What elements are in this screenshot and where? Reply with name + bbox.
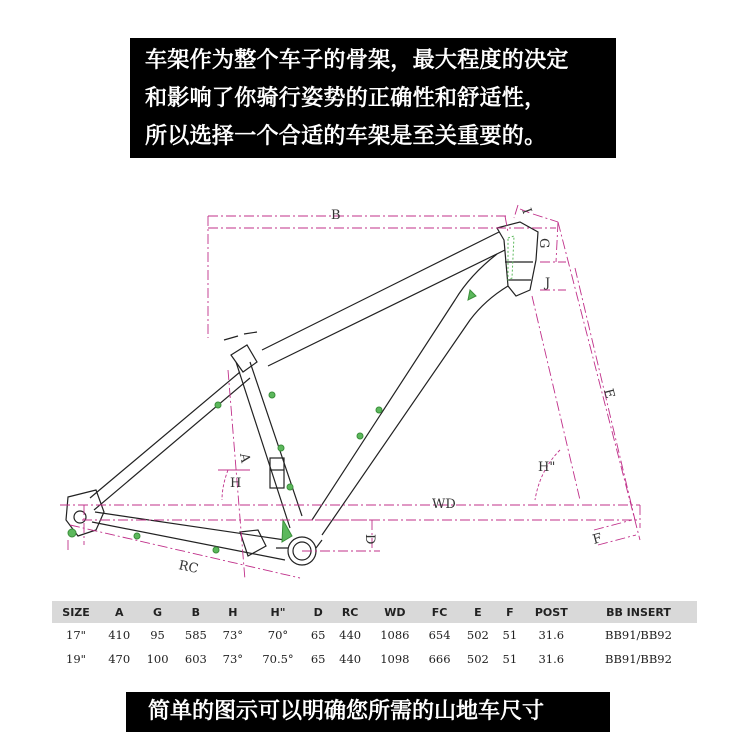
col-f: F [497, 601, 523, 623]
cell-h-double: 70.5° [262, 652, 294, 666]
seat-stays [90, 372, 250, 510]
cell-size: 17" [66, 628, 86, 642]
geometry-table [52, 601, 697, 671]
cell-e: 502 [466, 652, 489, 666]
label-h: H [230, 476, 242, 491]
label-a: A [236, 452, 253, 464]
col-a: A [100, 601, 138, 623]
label-e: E [600, 387, 618, 401]
col-wd: WD [369, 601, 420, 623]
col-e: E [459, 601, 497, 623]
cell-e: 502 [466, 628, 489, 642]
col-d: D [305, 601, 331, 623]
col-b: B [177, 601, 215, 623]
label-d: D [362, 534, 377, 545]
cell-wd: 1086 [380, 628, 410, 642]
table-row [52, 623, 697, 647]
table-row [52, 647, 697, 671]
cell-g: 95 [150, 628, 165, 642]
cell-rc: 440 [339, 628, 362, 642]
label-b: B [331, 208, 341, 223]
head-tube [497, 222, 538, 296]
label-j: J [545, 276, 551, 291]
col-post: POST [523, 601, 580, 623]
cell-d: 65 [310, 628, 326, 642]
label-rc: RC [177, 558, 200, 578]
dimension-labels [177, 206, 617, 577]
col-size: SIZE [52, 601, 100, 623]
bottom-banner: 简单的图示可以明确您所需的山地车尺寸 [126, 692, 610, 732]
frame-outline [66, 222, 538, 565]
cell-g: 100 [146, 652, 169, 666]
cell-bb-insert: BB91/BB92 [605, 628, 672, 642]
cell-h-double: 70° [267, 628, 289, 642]
cell-a: 410 [108, 628, 131, 642]
cell-h: 73° [222, 652, 244, 666]
cell-post: 31.6 [538, 652, 565, 666]
label-g: G [536, 238, 551, 249]
seat-collar [224, 332, 257, 372]
cell-b: 585 [184, 628, 207, 642]
intro-line-3: 所以选择一个合适的车架是至关重要的。 [145, 124, 547, 149]
seat-tube [236, 362, 302, 528]
col-h-double: H" [251, 601, 306, 623]
cell-a: 470 [108, 652, 131, 666]
intro-line-2: 和影响了你骑行姿势的正确性和舒适性， [145, 86, 547, 111]
cell-d: 65 [310, 652, 326, 666]
intro-banner [130, 38, 616, 158]
cell-b: 603 [184, 652, 207, 666]
label-wd: WD [432, 497, 456, 512]
chain-stays [92, 512, 285, 560]
intro-line-1: 车架作为整个车子的骨架，最大程度的决定 [145, 48, 569, 73]
frame-geometry-diagram [0, 180, 750, 590]
cell-fc: 654 [428, 628, 451, 642]
cell-rc: 440 [339, 652, 362, 666]
geometry-table-header [52, 601, 697, 623]
label-f: F [591, 531, 604, 548]
cell-wd: 1098 [380, 652, 410, 666]
cell-post: 31.6 [538, 628, 565, 642]
dimension-lines [60, 205, 640, 580]
cell-f: 51 [502, 628, 518, 642]
label-i: I [518, 206, 535, 217]
cell-f: 51 [502, 652, 518, 666]
label-h-double: H" [538, 460, 556, 475]
cell-bb-insert: BB91/BB92 [605, 652, 672, 666]
cell-fc: 666 [428, 652, 451, 666]
col-h: H [215, 601, 251, 623]
cell-h: 73° [222, 628, 244, 642]
col-bb-insert: BB INSERT [580, 601, 697, 623]
col-rc: RC [331, 601, 369, 623]
col-fc: FC [420, 601, 458, 623]
col-g: G [138, 601, 176, 623]
cell-size: 19" [66, 652, 86, 666]
